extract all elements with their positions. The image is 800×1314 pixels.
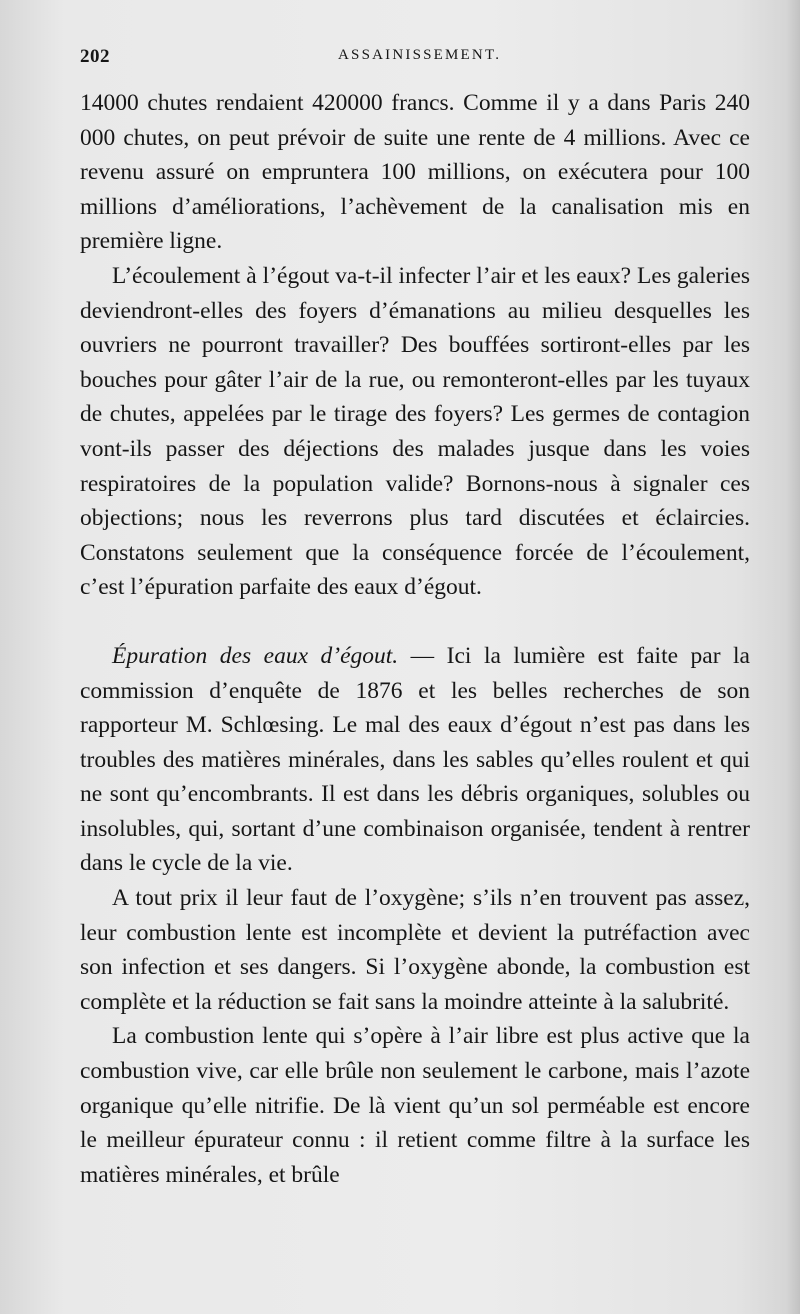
paragraph-combustion: La combustion lente qui s’opère à l’air libre est plus active que la combustion vive, car elle brûle non seulement le carbone, mais l’azote organique qu’elle nitrifie. De là vient qu’un sol perméable est encore le meilleur épurateur connu : il retient comme filtre à la surface les matières minérales, et brûle — [80, 1023, 750, 1188]
paragraph-continuation: 14000 chutes rendaient 420000 francs. Comme il y a dans Paris 240 000 chutes, on peut prévoir de suite une rente de 4 millions. Avec ce revenu assuré on empruntera 100 millions, on exécutera pour 100 millions d’améliorations, l’achèvement de la canalisation mis en première ligne. — [80, 90, 750, 255]
section-text: — Ici la lumière est faite par la commission d’enquête de 1876 et les belles recherches de son rapporteur M. Schlœsing. Le mal des eaux d’égout n’est pas dans les troubles des matières minérales, dans les sables qu’elles roulent et qui ne sont qu’encombrants. Il est dans les débris organiques, solubles ou insolubles, qui, sortant d’une combinaison organisée, tendent à rentrer dans le cycle de la vie. — [80, 642, 750, 877]
body-text — [80, 86, 750, 1192]
running-title: ASSAINISSEMENT. — [338, 47, 502, 63]
page-edge-shadow — [786, 0, 800, 1314]
paragraph-oxygene: A tout prix il leur faut de l’oxygène; s’ils n’en trouvent pas assez, leur combustion lente est incomplète et devient la putréfaction avec son infection et ses dangers. Si l’oxygène abonde, la combustion est complète et la réduction se fait sans la moindre atteinte à la salubrité. — [80, 885, 750, 1015]
page-number: 202 — [80, 46, 110, 67]
page-header — [80, 46, 750, 74]
paragraph-epuration — [80, 639, 750, 881]
paragraph-objections: L’écoulement à l’égout va-t-il infecter l’air et les eaux? Les galeries deviendront-elles des foyers d’émanations au milieu desquelles les ouvriers ne pourront travailler? Des bouffées sortiront-elles par les bouches pour gâter l’air de la rue, ou remonteront-elles par les tuyaux de chutes, appelées par le tirage des foyers? Les germes de contagion vont-ils passer des déjections des malades jusque dans les voies respiratoires de la population valide? Bornons-nous à signaler ces objections; nous les reverrons plus tard discutées et éclaircies. Constatons seulement que la conséquence forcée de l’écoulement, c’est l’épuration parfaite des eaux d’égout. — [80, 262, 750, 601]
section-heading: Épuration des eaux d’égout. — [112, 642, 399, 669]
